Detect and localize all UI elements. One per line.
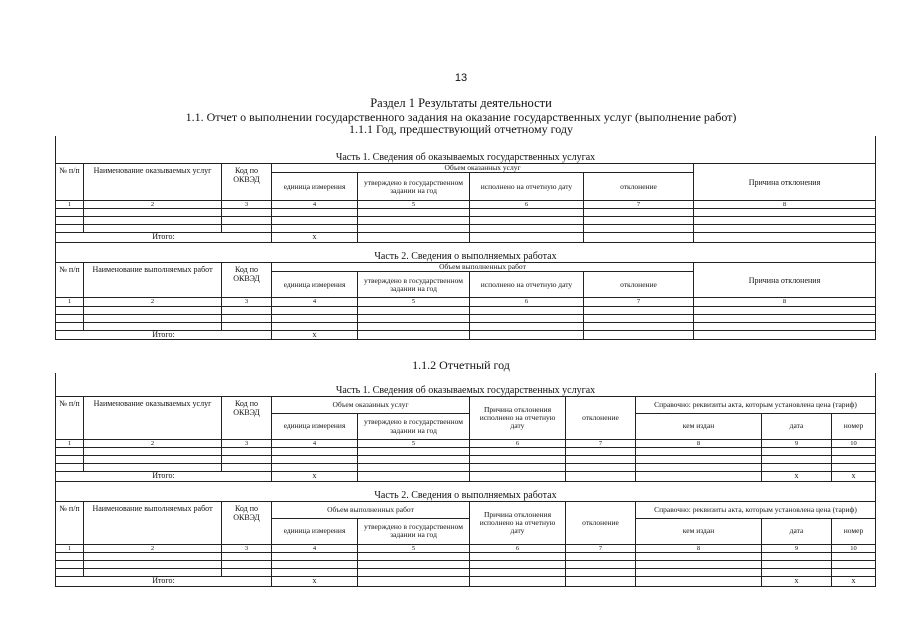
total-x: х (272, 577, 358, 587)
col-volume: Объем оказанных услуг (272, 164, 694, 173)
prev-year-table (55, 136, 876, 340)
col-unit: единица измерения (272, 173, 358, 201)
col-number: 2 (84, 440, 222, 448)
col-no: № п/п (56, 397, 84, 440)
col-approved: утверждено в государственном задании на год (358, 272, 470, 298)
col-number: 3 (222, 544, 272, 552)
col-number: 4 (272, 544, 358, 552)
total-x: х (762, 577, 832, 587)
col-number: 6 (470, 544, 566, 552)
col-number: 2 (84, 544, 222, 552)
part1-title: Часть 1. Сведения об оказываемых государственных услугах (56, 383, 876, 397)
col-number: 7 (584, 201, 694, 209)
col-number: 5 (358, 544, 470, 552)
col-no: № п/п (56, 164, 84, 201)
total-label: Итого: (56, 233, 272, 243)
col-unit: единица измерения (272, 518, 358, 544)
total-x: х (272, 233, 358, 243)
col-unit: единица измерения (272, 414, 358, 440)
col-deviation: отклонение (566, 397, 636, 440)
col-name: Наименование выполняемых работ (84, 263, 222, 298)
report-year-table (55, 373, 876, 587)
part2-title: Часть 2. Сведения о выполняемых работах (56, 488, 876, 502)
col-approved: утверждено в государственном задании на год (358, 414, 470, 440)
total-label: Итого: (56, 472, 272, 482)
col-issued-by: кем издан (636, 414, 762, 440)
col-name: Наименование оказываемых услуг (84, 164, 222, 201)
total-label: Итого: (56, 577, 272, 587)
col-number: 1 (56, 440, 84, 448)
col-okved: Код по ОКВЭД (222, 501, 272, 544)
col-number: 8 (636, 544, 762, 552)
total-x: х (832, 577, 876, 587)
col-number: 3 (222, 440, 272, 448)
col-deviation: отклонение (584, 173, 694, 201)
col-reference: Справочно: реквизиты акта, которым установлена цена (тариф) (636, 397, 876, 414)
col-reason-done: Причина отклонения исполнено на отчетную дату (470, 397, 566, 440)
total-x: х (272, 330, 358, 340)
col-number: 7 (566, 544, 636, 552)
col-number: 1 (56, 298, 84, 306)
total-x: х (762, 472, 832, 482)
report-title: 1.1. Отчет о выполнении государственного задания на оказание государственных услуг (выполнение работ) (185, 110, 737, 124)
col-number-ref: номер (832, 518, 876, 544)
col-volume: Объем выполненных работ (272, 263, 694, 272)
col-no: № п/п (56, 501, 84, 544)
col-number: 9 (762, 544, 832, 552)
col-name: Наименование оказываемых услуг (84, 397, 222, 440)
col-deviation: отклонение (566, 501, 636, 544)
col-done: исполнено на отчетную дату (470, 272, 584, 298)
page-number: 13 (454, 72, 468, 84)
col-reason-done: Причина отклонения исполнено на отчетную дату (470, 501, 566, 544)
col-number: 8 (694, 201, 876, 209)
col-number: 10 (832, 544, 876, 552)
col-number: 4 (272, 440, 358, 448)
col-okved: Код по ОКВЭД (222, 164, 272, 201)
col-number: 6 (470, 201, 584, 209)
col-number: 7 (566, 440, 636, 448)
col-number: 1 (56, 201, 84, 209)
col-number: 2 (84, 201, 222, 209)
total-x: х (272, 472, 358, 482)
col-number: 9 (762, 440, 832, 448)
col-deviation: отклонение (584, 272, 694, 298)
col-volume: Объем выполненных работ (272, 501, 470, 518)
col-number: 3 (222, 298, 272, 306)
col-number: 6 (470, 298, 584, 306)
col-number: 1 (56, 544, 84, 552)
part2-title: Часть 2. Сведения о выполняемых работах (56, 249, 876, 263)
col-number: 2 (84, 298, 222, 306)
report-year-title: 1.1.2 Отчетный год (412, 358, 510, 372)
col-number: 3 (222, 201, 272, 209)
col-date: дата (762, 414, 832, 440)
col-number: 5 (358, 201, 470, 209)
total-x: х (832, 472, 876, 482)
col-number: 10 (832, 440, 876, 448)
col-unit: единица измерения (272, 272, 358, 298)
col-reason: Причина отклонения (694, 263, 876, 298)
col-number: 8 (694, 298, 876, 306)
col-number: 8 (636, 440, 762, 448)
col-number-ref: номер (832, 414, 876, 440)
col-number: 4 (272, 298, 358, 306)
col-number: 7 (584, 298, 694, 306)
col-approved: утверждено в государственном задании на год (358, 173, 470, 201)
prev-year-title: 1.1.1 Год, предшествующий отчетному году (349, 122, 573, 136)
col-number: 5 (358, 298, 470, 306)
col-date: дата (762, 518, 832, 544)
part1-title: Часть 1. Сведения об оказываемых государственных услугах (56, 150, 876, 164)
col-number: 6 (470, 440, 566, 448)
col-issued-by: кем издан (636, 518, 762, 544)
col-name: Наименование выполняемых работ (84, 501, 222, 544)
total-label: Итого: (56, 330, 272, 340)
col-no: № п/п (56, 263, 84, 298)
col-reference: Справочно: реквизиты акта, которым установлена цена (тариф) (636, 501, 876, 518)
col-reason: Причина отклонения (694, 164, 876, 201)
col-number: 4 (272, 201, 358, 209)
col-okved: Код по ОКВЭД (222, 263, 272, 298)
col-okved: Код по ОКВЭД (222, 397, 272, 440)
section-title: Раздел 1 Результаты деятельности (370, 96, 552, 110)
col-done: исполнено на отчетную дату (470, 173, 584, 201)
col-number: 5 (358, 440, 470, 448)
col-volume: Объем оказанных услуг (272, 397, 470, 414)
col-approved: утверждено в государственном задании на год (358, 518, 470, 544)
